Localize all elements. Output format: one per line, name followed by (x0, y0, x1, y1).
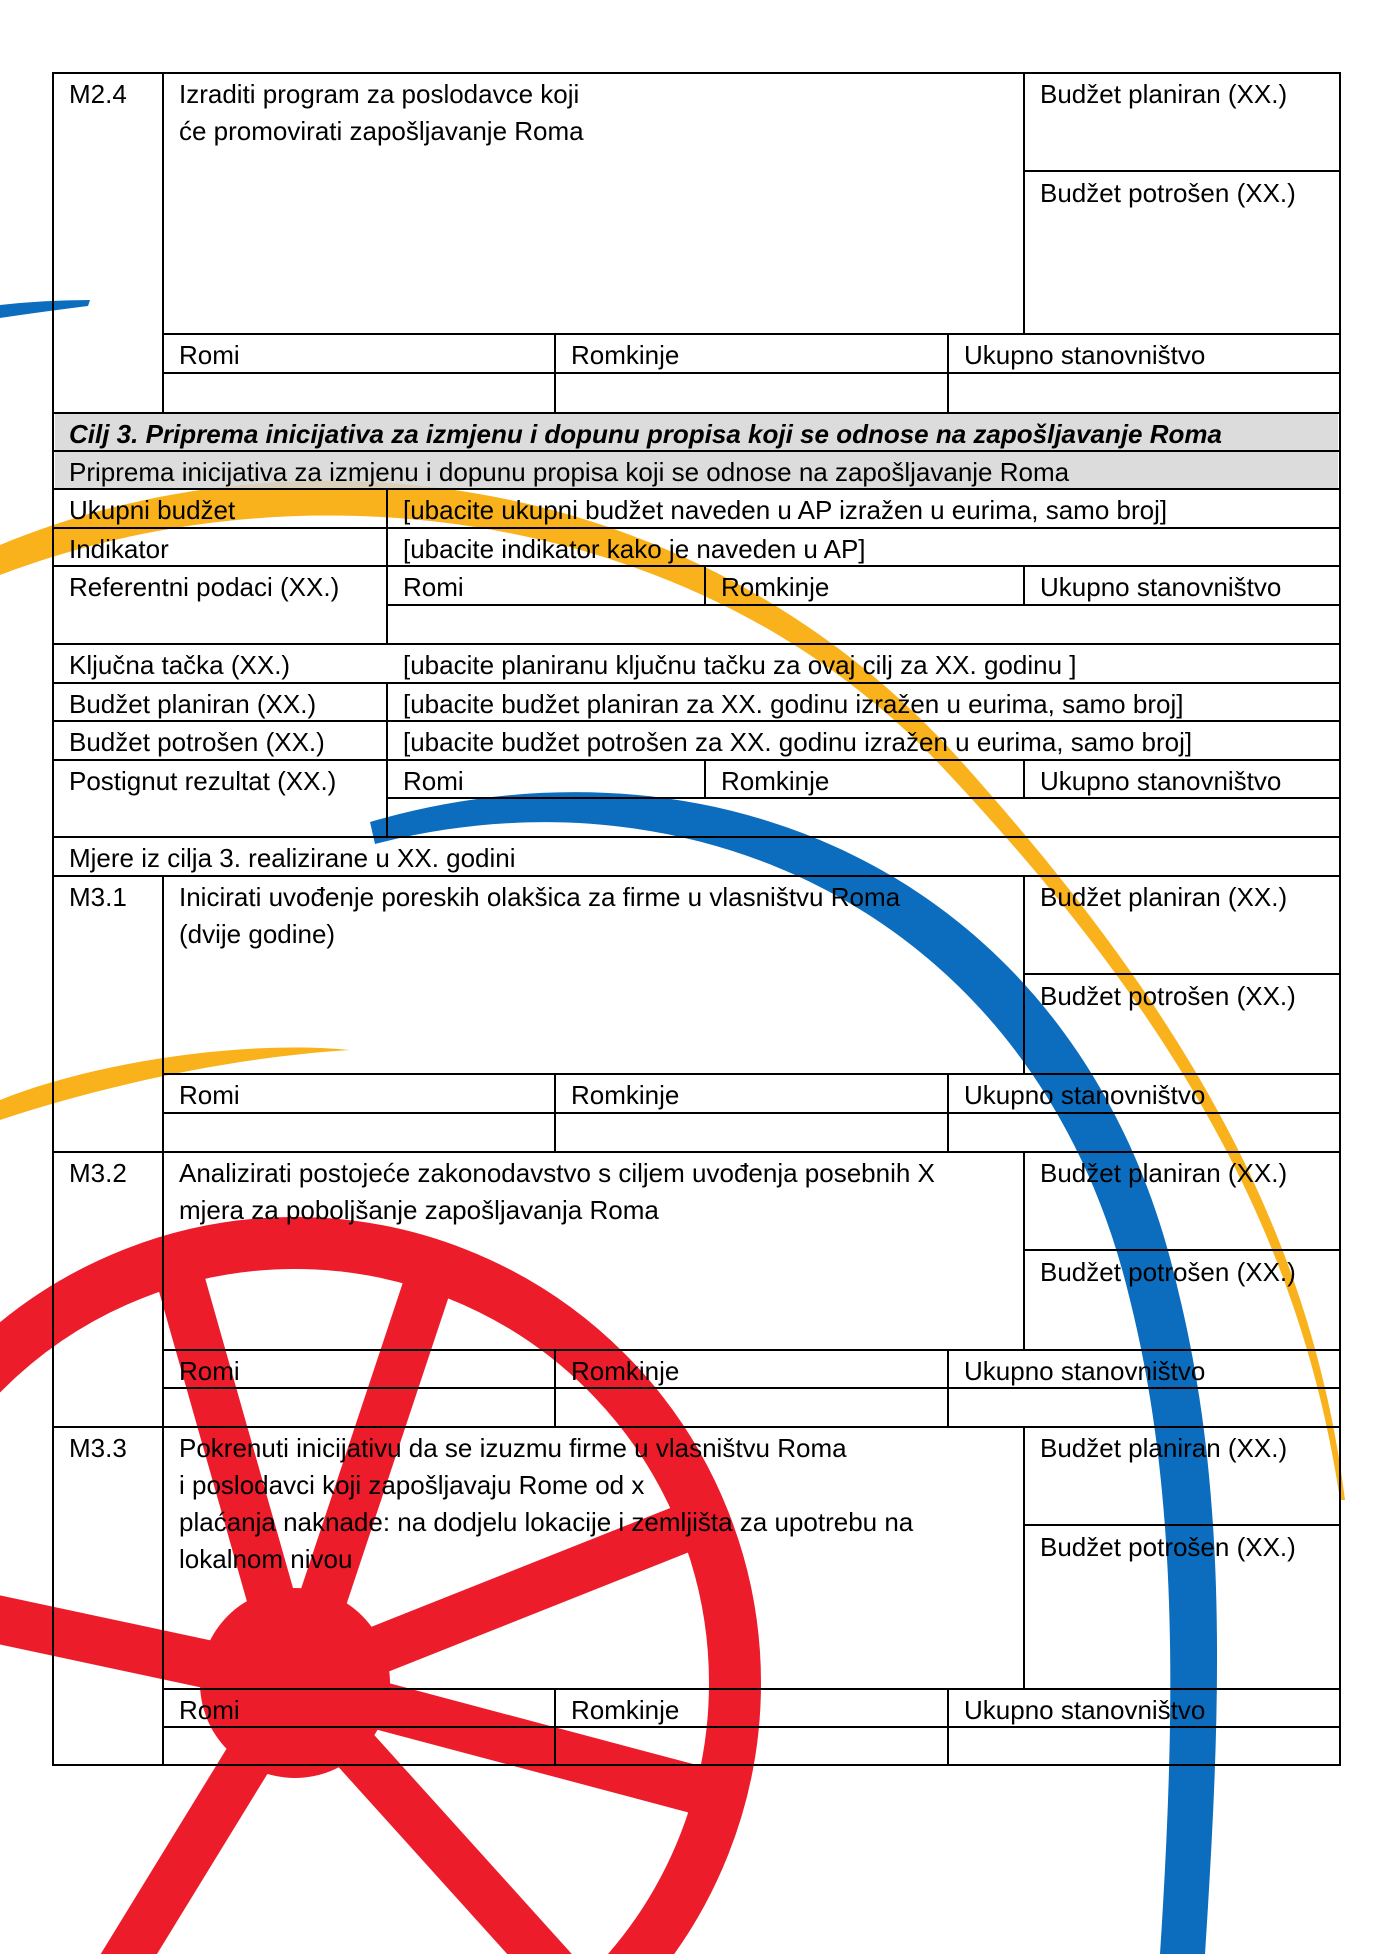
budget-planned-label: Budžet planiran (XX.) (69, 689, 317, 719)
measure-code: M3.1 (69, 882, 127, 912)
measure-description-line: (dvije godine) (179, 919, 336, 949)
result-ukupno: Ukupno stanovništvo (1040, 766, 1282, 796)
measure-description-line: Izraditi program za poslodavce koji (179, 79, 580, 109)
reference-data-label: Referentni podaci (XX.) (69, 572, 340, 602)
column-header-romkinje: Romkinje (571, 1695, 680, 1725)
goal-3-subtitle: Priprema inicijativa za izmjenu i dopunu propisa koji se odnose na zapošljavanje Roma (55, 451, 1338, 489)
budget-spent-label: Budžet potrošen (XX.) (69, 727, 325, 757)
result-romkinje: Romkinje (721, 766, 830, 796)
reference-ukupno: Ukupno stanovništvo (1040, 572, 1282, 602)
column-header-ukupno: Ukupno stanovništvo (964, 1356, 1206, 1386)
column-header-romi: Romi (179, 1695, 240, 1725)
budget-spent-value: [ubacite budžet potrošen za XX. godinu izražen u eurima, samo broj] (403, 727, 1193, 757)
budget-spent-label: Budžet potrošen (XX.) (1040, 1532, 1296, 1562)
budget-spent-label: Budžet potrošen (XX.) (1040, 178, 1296, 208)
total-budget-value: [ubacite ukupni budžet naveden u AP izražen u eurima, samo broj] (403, 495, 1168, 525)
indicator-label: Indikator (69, 534, 169, 564)
measure-description-line: Analizirati postojeće zakonodavstvo s ciljem uvođenja posebnih X (179, 1158, 935, 1188)
column-header-ukupno: Ukupno stanovništvo (964, 1695, 1206, 1725)
measure-code: M3.3 (69, 1433, 127, 1463)
column-header-romi: Romi (179, 340, 240, 370)
measure-description-line: i poslodavci koji zapošljavaju Rome od x (179, 1470, 645, 1500)
column-header-ukupno: Ukupno stanovništvo (964, 340, 1206, 370)
measure-code: M2.4 (69, 79, 127, 109)
result-label: Postignut rezultat (XX.) (69, 766, 337, 796)
column-header-romi: Romi (179, 1080, 240, 1110)
column-header-romi: Romi (179, 1356, 240, 1386)
measure-description-line: mjera za poboljšanje zapošljavanja Roma (179, 1195, 659, 1225)
measure-code: M3.2 (69, 1158, 127, 1188)
measure-description-line: plaćanja naknade: na dodjelu lokacije i zemljišta za upotrebu na (179, 1507, 914, 1537)
measures-title: Mjere iz cilja 3. realizirane u XX. godini (69, 843, 516, 873)
column-header-ukupno: Ukupno stanovništvo (964, 1080, 1206, 1110)
total-budget-label: Ukupni budžet (69, 495, 236, 525)
measure-description-line: Inicirati uvođenje poreskih olakšica za firme u vlasništvu Roma (179, 882, 901, 912)
budget-planned-label: Budžet planiran (XX.) (1040, 882, 1288, 912)
measure-description-line: će promovirati zapošljavanje Roma (179, 116, 584, 146)
indicator-value: [ubacite indikator kako je naveden u AP] (403, 534, 866, 564)
column-header-romkinje: Romkinje (571, 1080, 680, 1110)
milestone-value: [ubacite planiranu ključnu tačku za ovaj cilj za XX. godinu ] (403, 650, 1077, 680)
budget-planned-label: Budžet planiran (XX.) (1040, 79, 1288, 109)
budget-planned-value: [ubacite budžet planiran za XX. godinu izražen u eurima, samo broj] (403, 689, 1184, 719)
budget-planned-label: Budžet planiran (XX.) (1040, 1433, 1288, 1463)
measure-description-line: lokalnom nivou (179, 1544, 353, 1574)
column-header-romkinje: Romkinje (571, 340, 680, 370)
reference-romi: Romi (403, 572, 464, 602)
budget-planned-label: Budžet planiran (XX.) (1040, 1158, 1288, 1188)
result-romi: Romi (403, 766, 464, 796)
budget-spent-label: Budžet potrošen (XX.) (1040, 1257, 1296, 1287)
measure-description-line: Pokrenuti inicijativu da se izuzmu firme u vlasništvu Roma (179, 1433, 847, 1463)
column-header-romkinje: Romkinje (571, 1356, 680, 1386)
reference-romkinje: Romkinje (721, 572, 830, 602)
goal-3-title: Cilj 3. Priprema inicijativa za izmjenu i dopunu propisa koji se odnose na zapošljavanje Roma (55, 413, 1338, 451)
budget-spent-label: Budžet potrošen (XX.) (1040, 981, 1296, 1011)
milestone-label: Ključna tačka (XX.) (69, 650, 291, 680)
